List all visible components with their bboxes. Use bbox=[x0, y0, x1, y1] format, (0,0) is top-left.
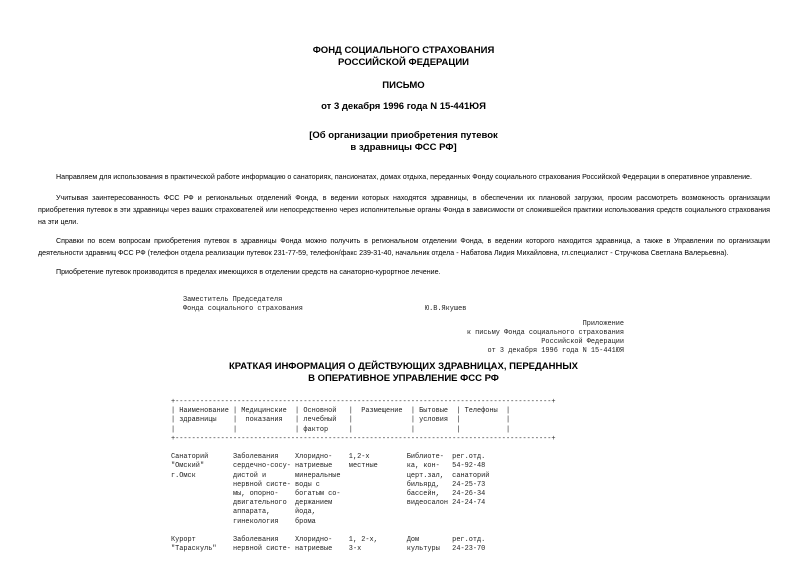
signature-position-line2: Фонда социального страхования bbox=[183, 305, 303, 313]
sanatorium-info-table: +-------------------------------------------------------------------------------------------+ | Наименование | Медицинские | Основной | Размещение | Бытовые | Телефоны | | здравницы | показания | лечебный | | условия | | | | | фактор | | | | +-------------------------------------------------------------------------------------------+ Санаторий Заболевания Хлоридно- 1,2-х Библиоте- рег.отд. "Омский" сердечно-сосу- натриевые местные ка, кон- 54-92-48 г.Омск дистой и минеральные церт.зал, санаторий нервной систе- воды с бильярд, 24-25-73 мы, опорно- богатым со- бассейн, 24-26-34 двигательного держанием видеосалон 24-24-74 аппарата, йода, гинекология брома Курорт Заболевания Хлоридно- 1, 2-х, Дом рег.отд. "Тараскуль" нервной систе- натриевые 3-х культуры 24-23-70 bbox=[171, 398, 556, 554]
document-subject-line2: в здравницы ФСС РФ] bbox=[350, 142, 457, 153]
appendix-line3: Российской Федерации bbox=[541, 338, 624, 346]
org-name-line2: РОССИЙСКОЙ ФЕДЕРАЦИИ bbox=[337, 57, 469, 68]
body-paragraph-2: Учитывая заинтересованность ФСС РФ и региональных отделений Фонда, в ведении которых находятся здравницы, в обеспечении их плановой загрузки, просим рассмотреть возможность организации приобретения путевок в эти здравницы через ваших страхователей или непосредственно через исполнительные органы Фонда в зависимости от сложившейся практики использования средств социального страхования на эти цели. bbox=[38, 194, 770, 226]
signature-position-line1: Заместитель Председателя bbox=[183, 296, 283, 304]
org-name-line1: ФОНД СОЦИАЛЬНОГО СТРАХОВАНИЯ bbox=[312, 45, 495, 56]
document-date-number: от 3 декабря 1996 года N 15-441ЮЯ bbox=[321, 101, 486, 112]
table-title-line2: В ОПЕРАТИВНОЕ УПРАВЛЕНИЕ ФСС РФ bbox=[308, 373, 499, 384]
body-paragraph-1: Направляем для использования в практической работе информацию о санаториях, пансионатах, домах отдыха, переданных Фонду социального страхования Российской Федерации в оперативное управление. bbox=[56, 173, 752, 181]
table-title-line1: КРАТКАЯ ИНФОРМАЦИЯ О ДЕЙСТВУЮЩИХ ЗДРАВНИЦАХ, ПЕРЕДАННЫХ bbox=[229, 361, 578, 372]
appendix-line2: к письму Фонда социального страхования bbox=[466, 329, 624, 337]
appendix-line4: от 3 декабря 1996 года N 15-441ЮЯ bbox=[487, 347, 624, 355]
document-subject-line1: [Об организации приобретения путевок bbox=[309, 130, 498, 141]
document-type: ПИСЬМО bbox=[382, 80, 425, 91]
signature-name: Ю.В.Якушев bbox=[425, 305, 467, 313]
body-paragraph-3: Справки по всем вопросам приобретения путевок в здравницы Фонда можно получить в региональном отделении Фонда, в ведении которого находится здравница, а также в Управлении по организации деятельности здравниц ФСС РФ (телефон отдела реализации путевок 231-77-59, телефон/факс 239-31-40, начальник отдела - Набатова Лидия Михайловна, гл.специалист - Стручкова Светлана Валерьевна). bbox=[38, 237, 770, 257]
appendix-line1: Приложение bbox=[582, 320, 624, 328]
body-paragraph-4: Приобретение путевок производится в пределах имеющихся в отделении средств на санаторно-курортное лечение. bbox=[56, 268, 441, 276]
